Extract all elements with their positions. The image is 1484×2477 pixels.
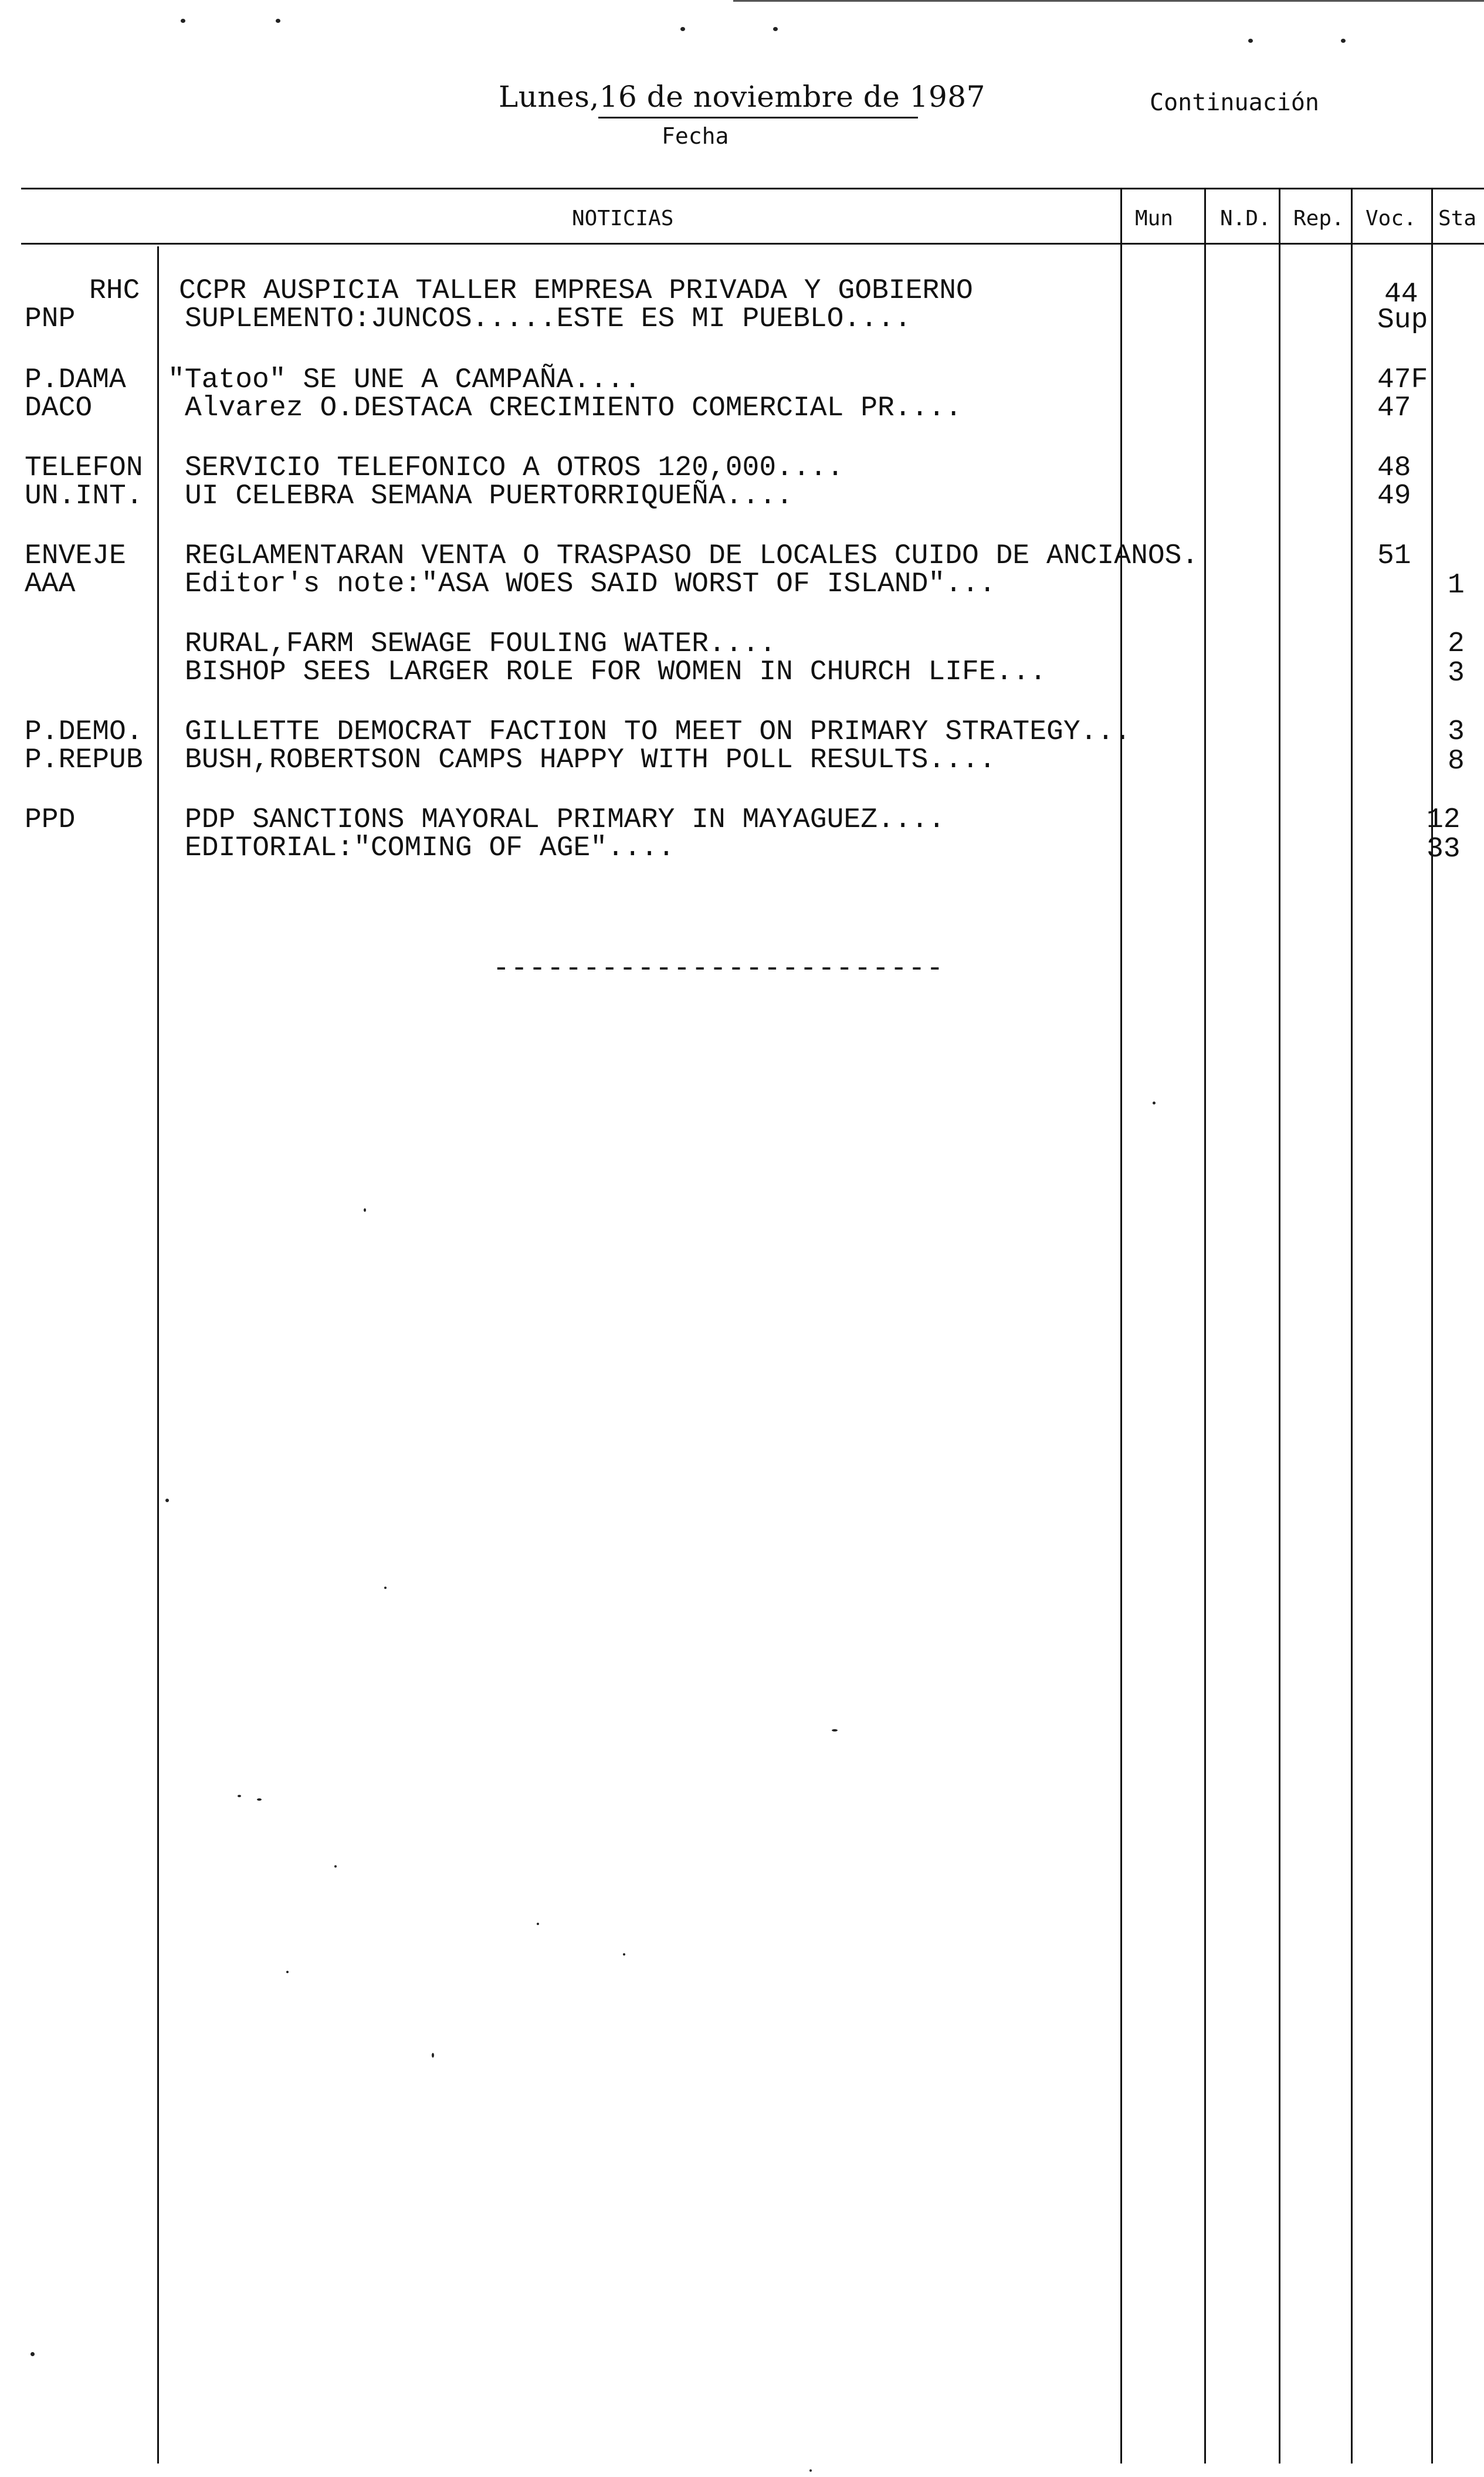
scan-speck — [1341, 39, 1346, 43]
voc-column-divider — [1351, 188, 1353, 2464]
row-category: ENVEJE — [25, 540, 126, 572]
voc-page: 51 — [1377, 540, 1411, 572]
news-headline: SUPLEMENTO:JUNCOS.....ESTE ES MI PUEBLO.... — [185, 303, 912, 335]
news-headline: GILLETTE DEMOCRAT FACTION TO MEET ON PRIMARY STRATEGY... — [185, 716, 1131, 748]
voc-page: 44 — [1384, 279, 1418, 310]
news-headline: SERVICIO TELEFONICO A OTROS 120,000.... — [185, 452, 844, 484]
mun-header: Mun — [1135, 206, 1174, 231]
scan-speck — [1248, 39, 1253, 43]
end-of-list-rule: ------------------------- — [493, 953, 945, 985]
news-headline: UI CELEBRA SEMANA PUERTORRIQUEÑA.... — [185, 480, 793, 512]
row-category: AAA — [25, 568, 76, 600]
scan-speck — [623, 1953, 625, 1956]
voc-page: 49 — [1377, 480, 1411, 512]
news-headline: RURAL,FARM SEWAGE FOULING WATER.... — [185, 628, 777, 660]
news-headline: EDITORIAL:"COMING OF AGE".... — [185, 832, 675, 864]
sta-page: 12 — [1427, 804, 1461, 836]
row-category: DACO — [25, 392, 93, 424]
scan-speck — [238, 1795, 241, 1797]
sta-page: 3 — [1448, 716, 1465, 748]
sta-page: 3 — [1448, 658, 1465, 689]
mun-column-divider — [1120, 188, 1122, 2464]
table-header-rule — [21, 243, 1484, 245]
scan-speck — [31, 2352, 35, 2356]
sta-header: Sta — [1438, 206, 1477, 231]
sta-column-divider — [1431, 188, 1433, 2464]
scan-speck — [364, 1208, 366, 1212]
voc-header: Voc. — [1366, 206, 1417, 231]
top-edge-rule — [733, 0, 1484, 2]
date-underline — [598, 117, 918, 118]
row-category: P.DAMA — [25, 364, 126, 396]
scan-speck — [680, 27, 685, 31]
scan-speck — [832, 1729, 838, 1731]
voc-page: 48 — [1377, 452, 1411, 484]
scan-speck — [537, 1923, 539, 1925]
news-headline: PDP SANCTIONS MAYORAL PRIMARY IN MAYAGUEZ.... — [185, 804, 946, 836]
sta-page: 2 — [1448, 628, 1465, 660]
row-category: RHC — [89, 275, 140, 307]
row-category: PPD — [25, 804, 76, 836]
scan-speck — [334, 1865, 337, 1868]
news-headline: Alvarez O.DESTACA CRECIMIENTO COMERCIAL PR.... — [185, 392, 963, 424]
noticias-header: NOTICIAS — [572, 206, 674, 231]
row-category: P.DEMO. — [25, 716, 143, 748]
table-top-rule — [21, 188, 1484, 189]
nd-column-divider — [1204, 188, 1206, 2464]
news-headline: BUSH,ROBERTSON CAMPS HAPPY WITH POLL RESULTS.... — [185, 744, 996, 776]
scan-speck — [165, 1499, 169, 1502]
continuation-label: Continuación — [1150, 89, 1319, 116]
date-label: Fecha — [662, 123, 729, 149]
news-headline: BISHOP SEES LARGER ROLE FOR WOMEN IN CHURCH LIFE... — [185, 656, 1047, 688]
row-category: P.REPUB — [25, 744, 143, 776]
voc-page: Sup — [1377, 304, 1428, 336]
news-headline: REGLAMENTARAN VENTA O TRASPASO DE LOCALES CUIDO DE ANCIANOS. — [185, 540, 1199, 572]
category-column-divider — [157, 246, 159, 2464]
voc-page: 47 — [1377, 392, 1411, 424]
report-date: Lunes,16 de noviembre de 1987 — [499, 80, 985, 114]
news-headline: "Tatoo" SE UNE A CAMPAÑA.... — [168, 364, 641, 396]
sta-page: 1 — [1448, 570, 1465, 601]
nd-header: N.D. — [1220, 206, 1271, 231]
scan-speck — [1153, 1102, 1156, 1104]
rep-header: Rep. — [1293, 206, 1344, 231]
row-category: PNP — [25, 303, 76, 335]
sta-page: 33 — [1427, 833, 1461, 865]
news-headline: Editor's note:"ASA WOES SAID WORST OF ISLAND"... — [185, 568, 996, 600]
scan-speck — [276, 19, 280, 23]
scan-speck — [432, 2053, 434, 2058]
sta-page: 8 — [1448, 746, 1465, 777]
news-headline: CCPR AUSPICIA TALLER EMPRESA PRIVADA Y GOBIERNO — [179, 275, 973, 307]
scan-speck — [181, 19, 185, 23]
scan-speck — [286, 1971, 289, 1973]
scan-speck — [773, 27, 778, 31]
scan-speck — [384, 1587, 387, 1589]
row-category: TELEFON — [25, 452, 143, 484]
scan-speck — [809, 2469, 812, 2472]
rep-column-divider — [1279, 188, 1280, 2464]
voc-page: 47F — [1377, 364, 1428, 396]
scan-speck — [257, 1798, 262, 1801]
row-category: UN.INT. — [25, 480, 143, 512]
